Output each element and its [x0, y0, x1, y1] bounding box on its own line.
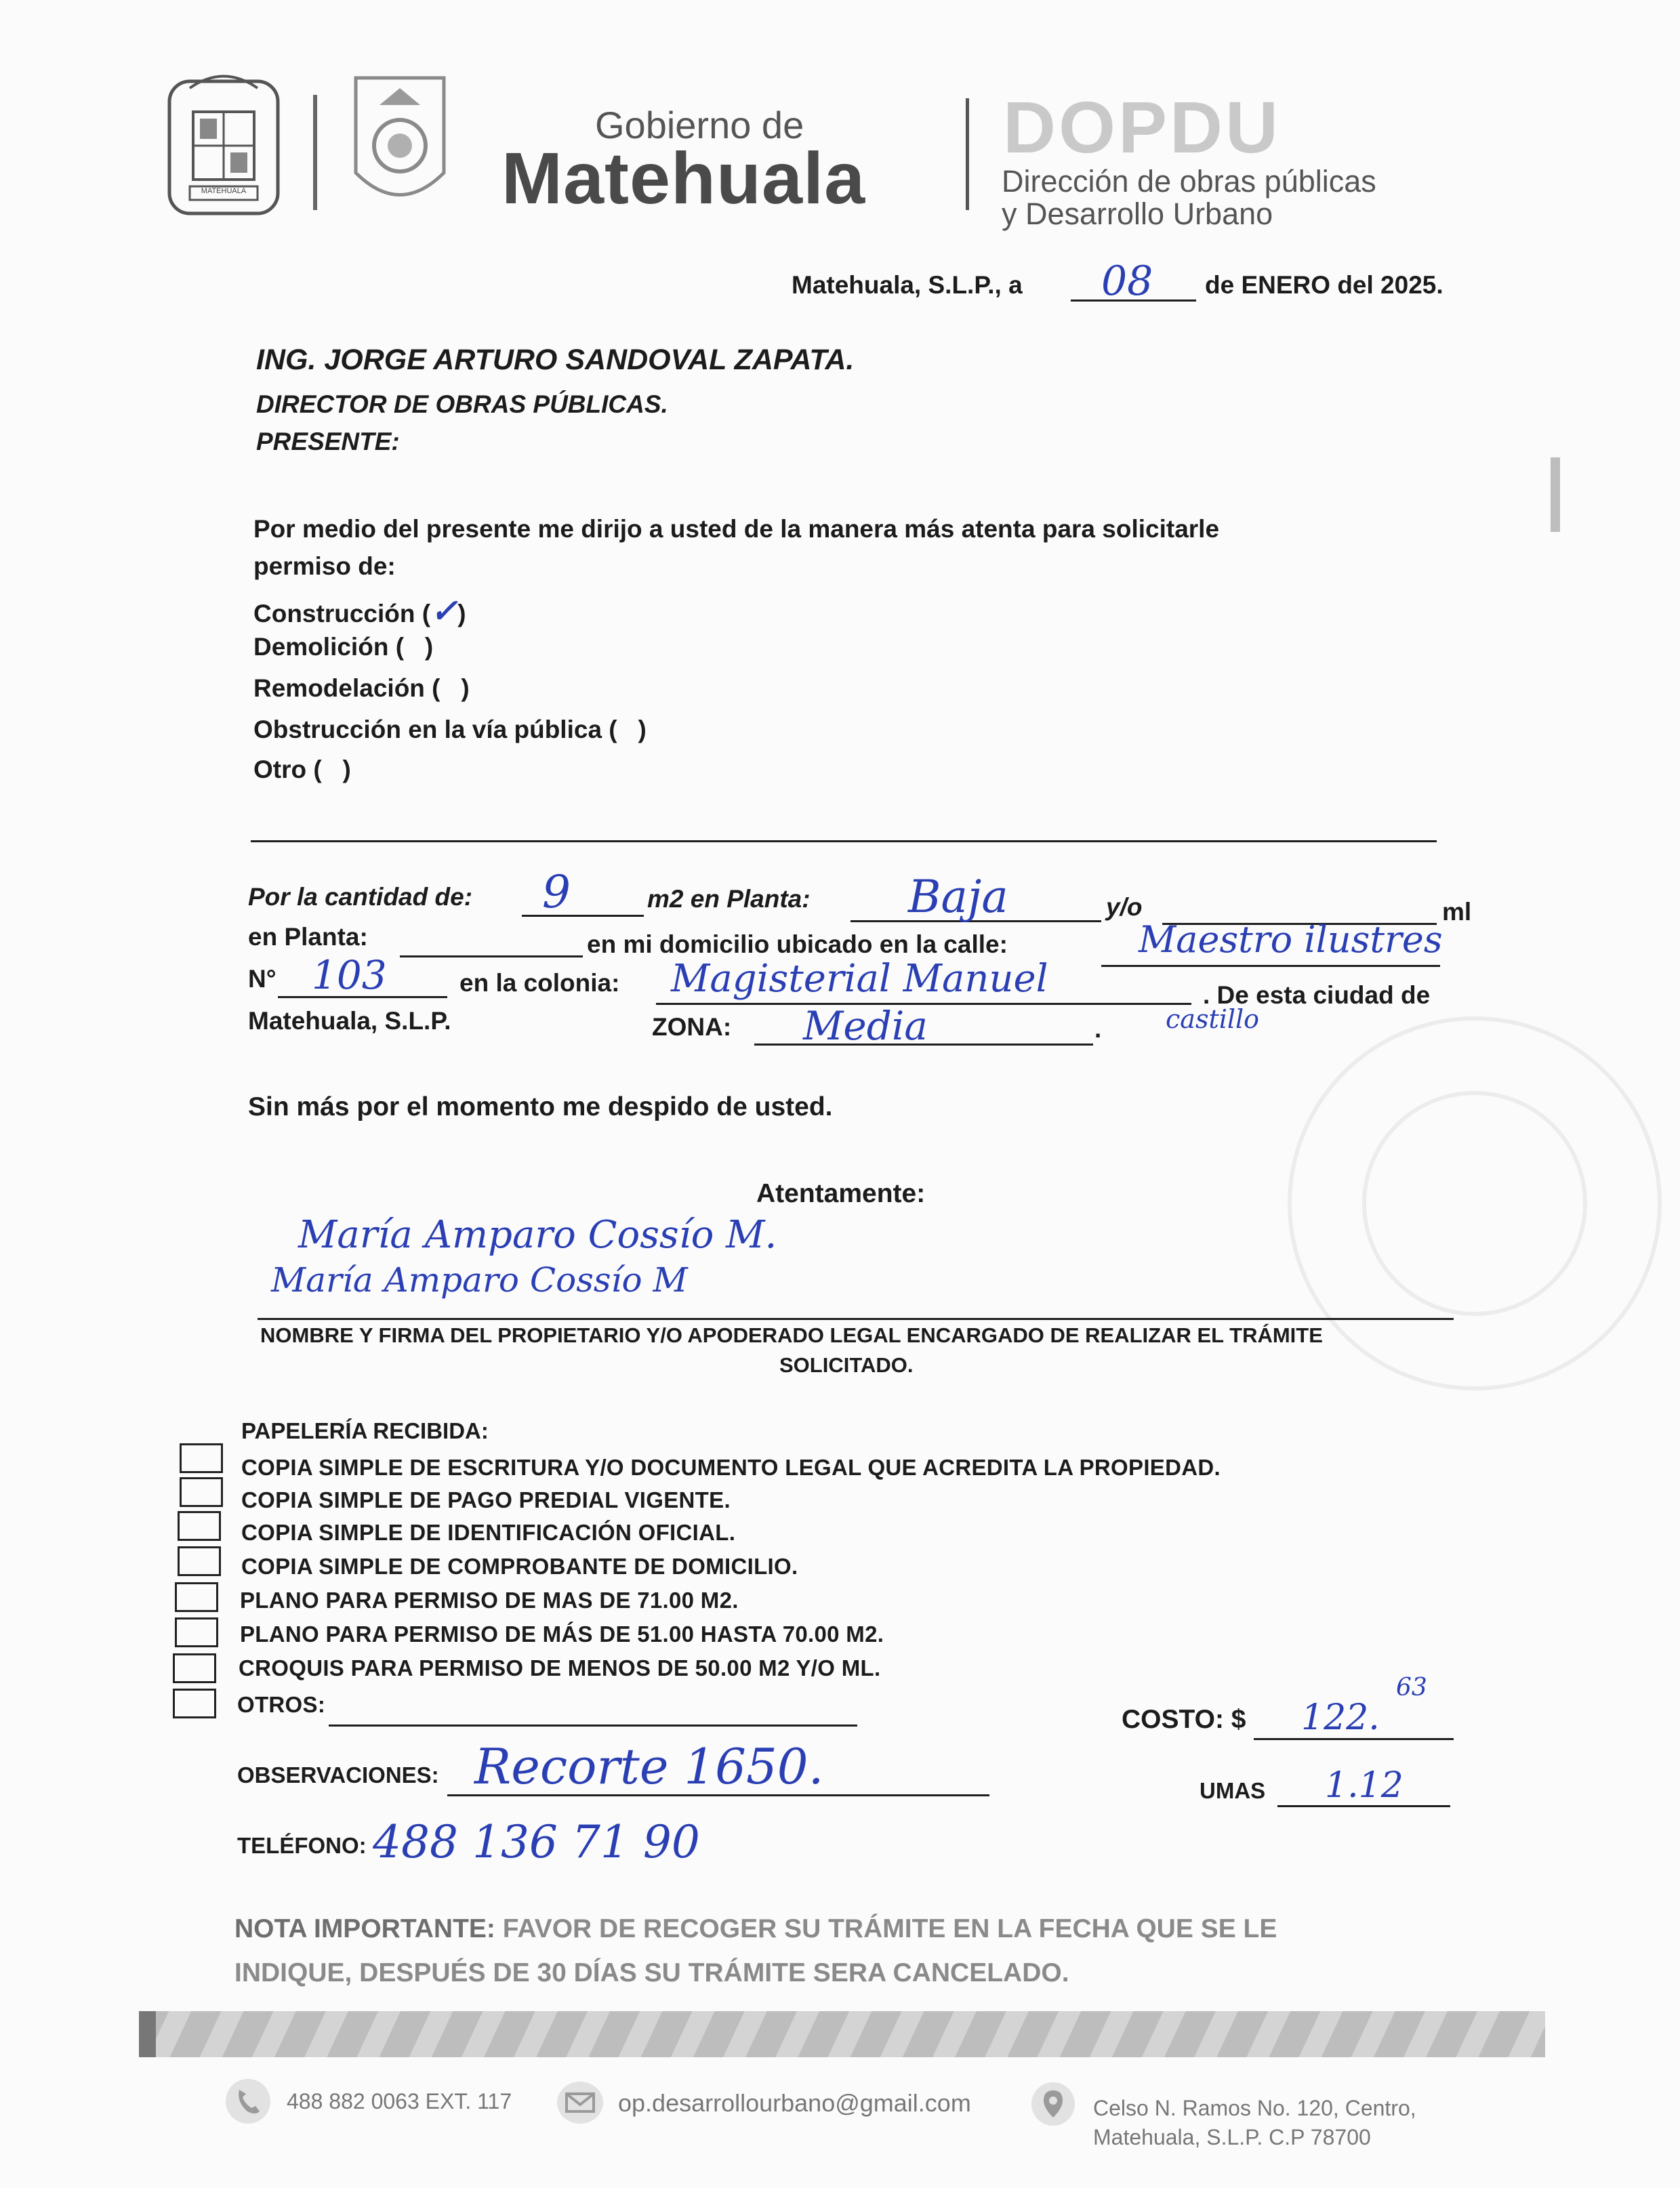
intro-line-1: Por medio del presente me dirijo a usted de la manera más atenta para solicitarle: [253, 515, 1220, 543]
signature-1: María Amparo Cossío M.: [298, 1213, 777, 1257]
option-otro: [253, 756, 351, 784]
checklist-checkbox-2[interactable]: [180, 1477, 223, 1507]
otros-line: [329, 1725, 857, 1727]
option-construccion-label: Construcción (: [253, 600, 431, 627]
en-planta-label: en Planta:: [248, 923, 368, 951]
recipient-title: DIRECTOR DE OBRAS PÚBLICAS.: [256, 390, 668, 418]
option-construccion-mark: ✓: [430, 592, 458, 630]
header-gov-line1: Gobierno de: [595, 104, 804, 146]
recipient-greeting: PRESENTE:: [256, 428, 400, 455]
qty-label: Por la cantidad de:: [248, 883, 473, 911]
email-icon: [557, 2082, 603, 2124]
phone-label: TELÉFONO:: [237, 1833, 367, 1858]
ciudad-name: Matehuala, S.L.P.: [248, 1007, 451, 1035]
costo-label: COSTO: $: [1122, 1705, 1246, 1734]
option-construccion-close: ): [457, 600, 466, 627]
num-label: N°: [248, 965, 276, 993]
atentamente-text: Atentamente:: [756, 1179, 926, 1208]
calle-line: [1101, 965, 1440, 967]
m2-label: m2 en Planta:: [647, 885, 811, 913]
checklist-checkbox-1[interactable]: [180, 1443, 223, 1473]
qty-line: [522, 915, 644, 917]
footer-bar-endcap: [139, 2011, 156, 2057]
farewell-text: Sin más por el momento me despido de usted.: [248, 1092, 833, 1121]
option-remodelacion: [253, 674, 470, 703]
checklist-checkbox-4[interactable]: [178, 1546, 221, 1576]
location-pin-icon: [1031, 2082, 1075, 2126]
intro-line-2: permiso de:: [253, 552, 396, 580]
zona-end: .: [1094, 1015, 1102, 1043]
checklist-item-6: PLANO PARA PERMISO DE MÁS DE 51.00 HASTA 70.00 M2.: [240, 1622, 884, 1647]
checklist-checkbox-5[interactable]: [175, 1582, 218, 1612]
checklist-checkbox-6[interactable]: [175, 1617, 218, 1647]
costo-value: 122.: [1301, 1697, 1380, 1738]
qty-value: 9: [542, 866, 571, 918]
option-demolicion-close: ): [424, 633, 434, 661]
checklist-item-4: COPIA SIMPLE DE COMPROBANTE DE DOMICILIO.: [241, 1554, 798, 1579]
ml-label: ml: [1442, 898, 1472, 926]
note-text-1: FAVOR DE RECOGER SU TRÁMITE EN LA FECHA QUE SE LE: [502, 1914, 1277, 1943]
recipient-name: ING. JORGE ARTURO SANDOVAL ZAPATA.: [256, 344, 855, 376]
option-obstruccion: [253, 716, 647, 744]
scan-artifact: [1551, 457, 1560, 532]
colonia-value: Magisterial Manuel: [671, 957, 1048, 1001]
checklist-item-5: PLANO PARA PERMISO DE MAS DE 71.00 M2.: [240, 1588, 739, 1613]
phone-icon: [226, 2079, 270, 2124]
checklist-checkbox-8[interactable]: [173, 1689, 216, 1718]
ciudad-label: . De esta ciudad de: [1203, 981, 1431, 1009]
zona-value: Media: [803, 1003, 928, 1049]
option-otro-close: ): [342, 756, 351, 783]
checklist-checkbox-3[interactable]: [178, 1511, 221, 1541]
note-line-1: [234, 1914, 1277, 1944]
checklist-title: PAPELERÍA RECIBIDA:: [241, 1418, 489, 1443]
costo-line: [1254, 1738, 1454, 1740]
colonia-label: en la colonia:: [459, 969, 620, 997]
header-gov-line2: Matehuala: [501, 137, 866, 219]
header-dept-acronym: DOPDU: [1003, 86, 1282, 168]
seal-bottom-text: MATEHUALA: [201, 187, 247, 195]
umas-value: 1.12: [1325, 1765, 1404, 1806]
note-label: NOTA IMPORTANTE:: [234, 1914, 495, 1943]
umas-label: UMAS: [1200, 1778, 1266, 1803]
checklist-item-1: COPIA SIMPLE DE ESCRITURA Y/O DOCUMENTO LEGAL QUE ACREDITA LA PROPIEDAD.: [241, 1455, 1221, 1480]
num-value: 103: [312, 952, 387, 998]
footer-email[interactable]: op.desarrollourbano@gmail.com: [618, 2089, 971, 2117]
observations-label: OBSERVACIONES:: [237, 1762, 439, 1788]
date-day-value: 08: [1101, 257, 1153, 305]
checklist-item-3: COPIA SIMPLE DE IDENTIFICACIÓN OFICIAL.: [241, 1520, 736, 1545]
option-otro-line: [251, 840, 1437, 842]
footer-decorative-bar: [139, 2011, 1545, 2057]
option-demolicion-label: Demolición (: [253, 633, 405, 661]
observations-value: Recorte 1650.: [474, 1738, 824, 1795]
option-obstruccion-close: ): [638, 716, 647, 743]
costo-cents-value: 63: [1396, 1674, 1427, 1701]
option-demolicion: [253, 633, 433, 661]
date-suffix: de ENERO del 2025.: [1205, 271, 1443, 299]
header-dept-line1: Dirección de obras públicas: [1002, 164, 1376, 199]
checklist-item-8: OTROS:: [237, 1692, 326, 1717]
checklist-checkbox-7[interactable]: [173, 1653, 216, 1683]
option-remodelacion-close: ): [461, 674, 470, 702]
signature-2: María Amparo Cossío M: [271, 1260, 688, 1300]
header-divider-left: [313, 95, 317, 210]
signature-line: [258, 1318, 1454, 1320]
yo-label: y/o: [1106, 893, 1143, 921]
phone-value: 488 136 71 90: [373, 1816, 700, 1868]
header-dept-line2: y Desarrollo Urbano: [1002, 197, 1273, 231]
checklist-item-7: CROQUIS PARA PERMISO DE MENOS DE 50.00 M2 Y/O ML.: [239, 1655, 881, 1680]
option-construccion: [253, 592, 466, 630]
municipal-seal-logo: [163, 64, 285, 220]
option-remodelacion-label: Remodelación (: [253, 674, 441, 702]
signature-caption-2: SOLICITADO.: [779, 1353, 914, 1377]
en-planta-line: [400, 955, 583, 957]
option-otro-label: Otro (: [253, 756, 322, 783]
footer-address-2: Matehuala, S.L.P. C.P 78700: [1093, 2125, 1371, 2149]
checklist-item-2: COPIA SIMPLE DE PAGO PREDIAL VIGENTE.: [241, 1487, 731, 1512]
footer-address-1: Celso N. Ramos No. 120, Centro,: [1093, 2096, 1416, 2120]
zona-label: ZONA:: [652, 1013, 732, 1041]
header-divider-right: [966, 98, 969, 210]
colonia-extra-value: castillo: [1166, 1004, 1260, 1034]
domicilio-label: en mi domicilio ubicado en la calle:: [587, 930, 1008, 958]
footer-phone: 488 882 0063 EXT. 117: [287, 2089, 512, 2113]
note-text-2: INDIQUE, DESPUÉS DE 30 DÍAS SU TRÁMITE SERA CANCELADO.: [234, 1958, 1069, 1987]
date-prefix: Matehuala, S.L.P., a: [792, 271, 1023, 299]
planta-value: Baja: [908, 871, 1008, 923]
government-emblem-logo: [349, 71, 451, 220]
signature-caption-1: NOMBRE Y FIRMA DEL PROPIETARIO Y/O APODERADO LEGAL ENCARGADO DE REALIZAR EL TRÁMITE: [260, 1323, 1323, 1347]
option-obstruccion-label: Obstrucción en la vía pública (: [253, 716, 617, 743]
calle-value: Maestro ilustres: [1139, 918, 1443, 961]
watermark-gear-inner: [1362, 1091, 1587, 1316]
